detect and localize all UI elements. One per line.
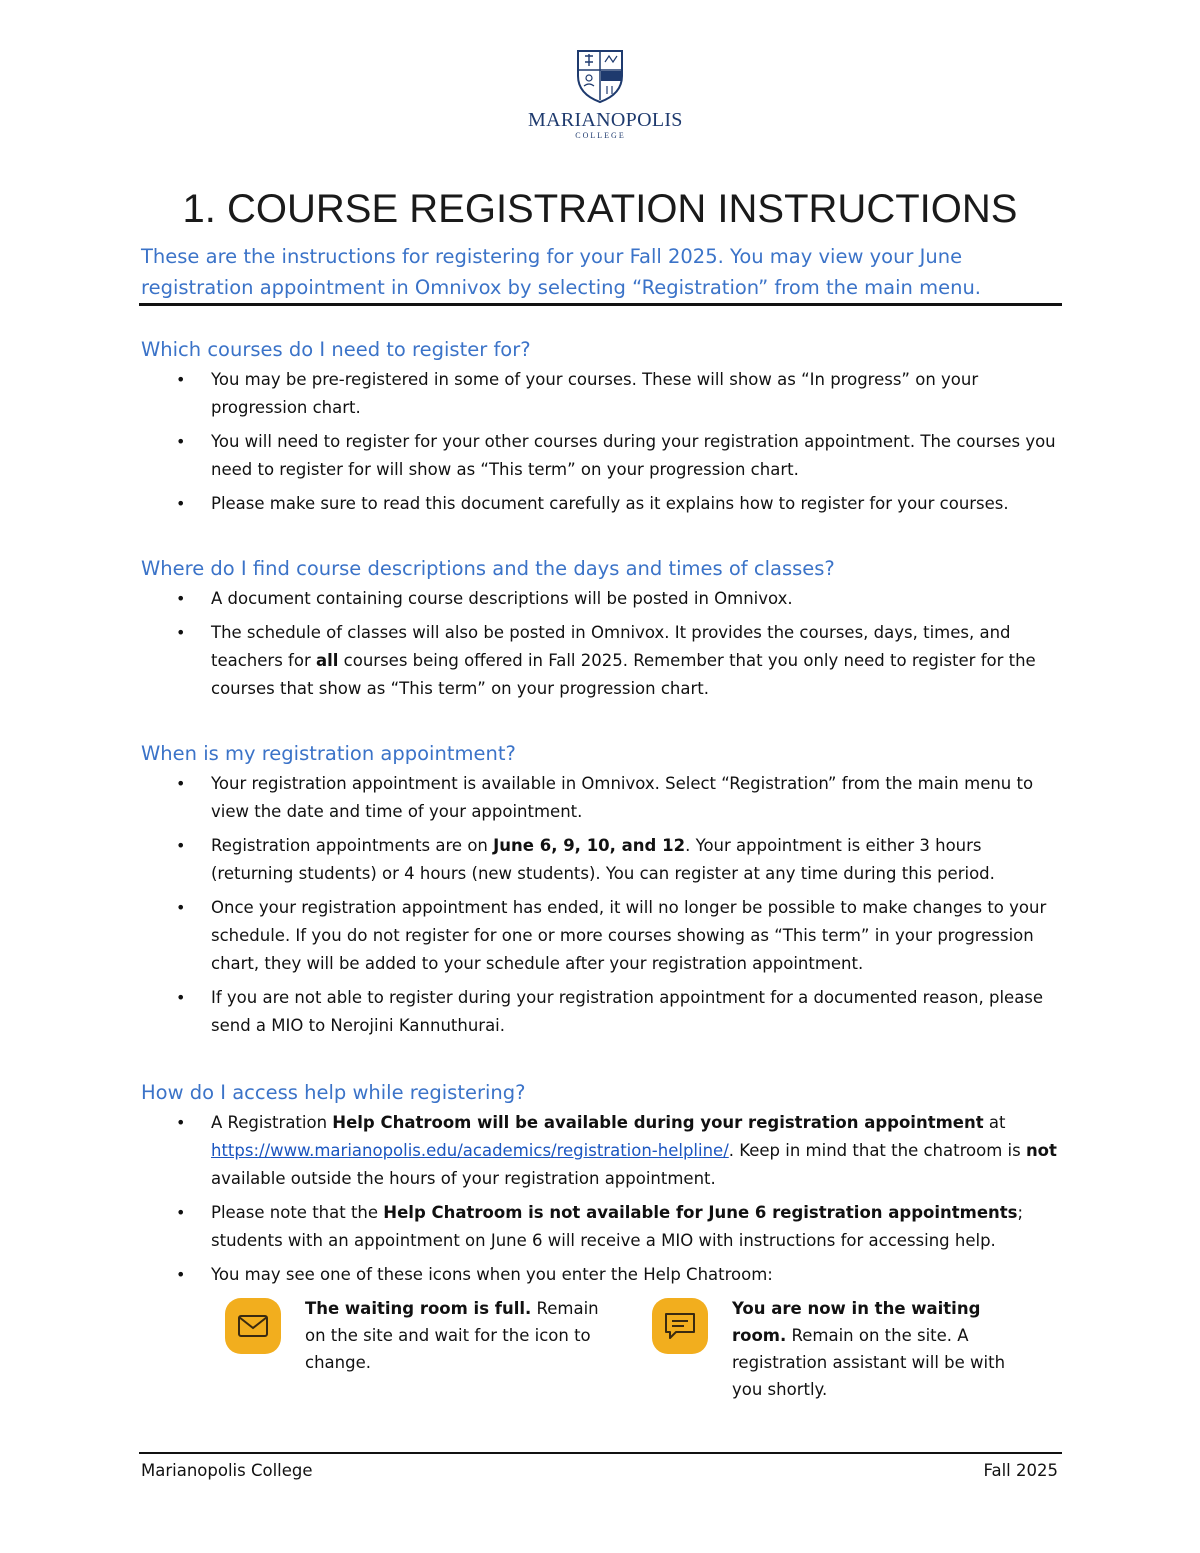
section-heading: Where do I find course descriptions and the days and times of classes? bbox=[141, 557, 835, 580]
section-heading: When is my registration appointment? bbox=[141, 742, 516, 765]
list-item: • Please make sure to read this document carefully as it explains how to register for your courses. bbox=[141, 490, 1061, 518]
list-item: • A document containing course descriptions will be posted in Omnivox. bbox=[141, 585, 1061, 613]
footer-divider bbox=[139, 1452, 1062, 1454]
bullet-list bbox=[141, 1109, 1061, 1295]
callout-text: The waiting room is full. Remain on the site and wait for the icon to change. bbox=[305, 1299, 599, 1372]
footer-term: Fall 2025 bbox=[983, 1461, 1058, 1480]
bullet-list bbox=[141, 366, 1061, 524]
list-item: • Registration appointments are on June 6, 9, 10, and 12. Your appointment is either 3 hours (returning students) or 4 hours (new students). You can register at any time during this period. bbox=[141, 832, 1061, 888]
list-item: • Your registration appointment is available in Omnivox. Select “Registration” from the main menu to view the date and time of your appointment. bbox=[141, 770, 1061, 826]
bullet-list bbox=[141, 585, 1061, 709]
list-item: • If you are not able to register during your registration appointment for a documented reason, please send a MIO to Nerojini Kannuthurai. bbox=[141, 984, 1061, 1040]
crest-icon bbox=[575, 48, 625, 104]
list-item: • You may see one of these icons when you enter the Help Chatroom: bbox=[141, 1261, 1061, 1289]
list-item: • The schedule of classes will also be posted in Omnivox. It provides the courses, days, times, and teachers for all courses being offered in Fall 2025. Remember that you only need to register for the courses that show as “This term” on your progression chart. bbox=[141, 619, 1061, 703]
section-heading: Which courses do I need to register for? bbox=[141, 338, 531, 361]
chat-bubble-icon bbox=[652, 1298, 708, 1354]
intro-paragraph: These are the instructions for registering for your Fall 2025. You may view your June registration appointment in Omnivox by selecting “Registration” from the main menu. bbox=[141, 245, 982, 299]
section-heading: How do I access help while registering? bbox=[141, 1081, 526, 1104]
list-item: • Please note that the Help Chatroom is not available for June 6 registration appointments; students with an appointment on June 6 will receive a MIO with instructions for accessing help. bbox=[141, 1199, 1061, 1255]
list-item: • You may be pre-registered in some of your courses. These will show as “In progress” on your progression chart. bbox=[141, 366, 1061, 422]
list-item: • You will need to register for your other courses during your registration appointment. The courses you need to register for will show as “This term” on your progression chart. bbox=[141, 428, 1061, 484]
bullet-list bbox=[141, 770, 1061, 1046]
list-item: • A Registration Help Chatroom will be available during your registration appointment at https://www.marianopolis.edu/academics/registration-helpline/. Keep in mind that the chatroom is not available outside the hours of your registration appointment. bbox=[141, 1109, 1061, 1193]
callout-text: You are now in the waiting room. Remain on the site. A registration assistant will be with you shortly. bbox=[732, 1299, 1006, 1399]
registration-helpline-link[interactable]: https://www.marianopolis.edu/academics/registration-helpline/ bbox=[211, 1141, 729, 1160]
divider bbox=[139, 303, 1062, 306]
envelope-icon bbox=[225, 1298, 281, 1354]
logo-subwordmark: COLLEGE bbox=[575, 131, 626, 140]
footer-college-name: Marianopolis College bbox=[141, 1461, 313, 1480]
logo-wordmark: MARIANOPOLIS bbox=[528, 109, 683, 131]
college-logo bbox=[528, 48, 683, 144]
page-title: 1. COURSE REGISTRATION INSTRUCTIONS bbox=[182, 187, 1018, 231]
list-item: • Once your registration appointment has ended, it will no longer be possible to make changes to your schedule. If you do not register for one or more courses showing as “This term” in your progression chart, they will be added to your schedule after your registration appointment. bbox=[141, 894, 1061, 978]
